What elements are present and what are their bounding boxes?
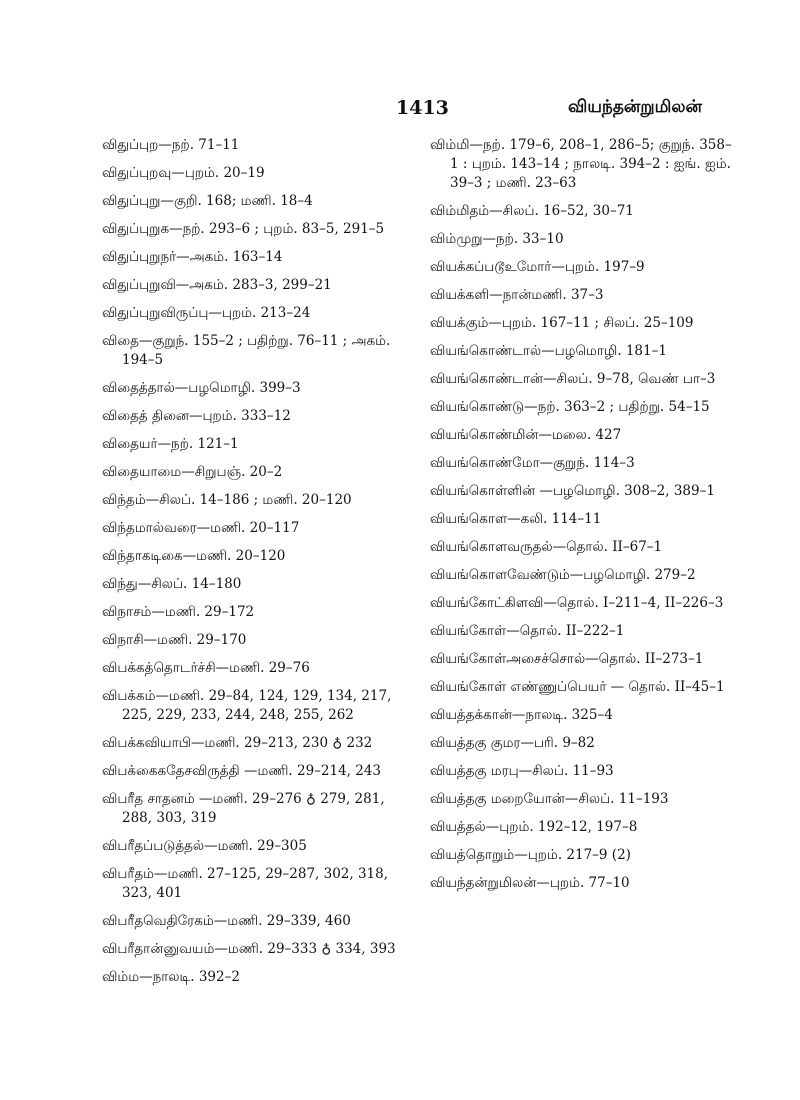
- index-entry: விபக்கவியாபி—மணி. 29–213, 230 ♁ 232: [102, 735, 373, 751]
- index-entry: வியங்கொள்ளின் —பழமொழி. 308–2, 389–1: [430, 483, 715, 499]
- index-entry: விபக்கைகதேசவிருத்தி —மணி. 29–214, 243: [102, 763, 382, 779]
- index-entry: விதை—குறுந். 155–2 ; பதிற்று. 76–11 ; அகம். 194–5: [102, 333, 391, 368]
- index-entry: விந்து—சிலப். 14–180: [102, 576, 242, 592]
- index-entry: விந்தாகடிகை—மணி. 20–120: [102, 548, 286, 564]
- index-entry: விபரீதவெதிரேகம்—மணி. 29–339, 460: [102, 913, 351, 929]
- index-entry: வியங்கொளவேண்டும்—பழமொழி. 279–2: [430, 567, 696, 583]
- index-entry: வியங்கோள் எண்ணுப்பெயர் — தொல். II–45–1: [430, 679, 725, 695]
- index-entry: விம்ம—நாலடி. 392–2: [102, 969, 240, 985]
- index-entry: வியக்களி—நான்மணி. 37–3: [430, 287, 604, 303]
- index-entry: விபக்கத்தொடர்ச்சி—மணி. 29–76: [102, 660, 310, 676]
- index-entry: விநாசி—மணி. 29–170: [102, 632, 247, 648]
- index-entry: விதுப்புற—நற். 71–11: [102, 137, 240, 153]
- index-entry: வியங்கொண்டால்—பழமொழி. 181–1: [430, 343, 667, 359]
- index-entry: விம்மிதம்—சிலப். 16–52, 30–71: [430, 203, 634, 219]
- index-entry: வியங்கோள்அசைச்சொல்—தொல். II–273–1: [430, 651, 704, 667]
- index-entry: விபரீத சாதனம் —மணி. 29–276 ♁ 279, 281, 288, 303, 319: [102, 791, 385, 826]
- index-entry: விந்தம்—சிலப். 14–186 ; மணி. 20–120: [102, 492, 352, 508]
- index-entry: வியத்தக்கான்—நாலடி. 325–4: [430, 707, 613, 723]
- index-entry: வியங்கொளவருதல்—தொல். II–67–1: [430, 539, 663, 555]
- index-entry: வியந்தன்றுமிலன்—புறம். 77–10: [430, 875, 630, 891]
- index-entry: வியத்தொறும்—புறம். 217–9 (2): [430, 847, 631, 863]
- index-entry: விதையாமை—சிறுபஞ். 20–2: [102, 464, 283, 480]
- index-entry: வியங்கொண்மின்—மலை. 427: [430, 427, 622, 443]
- index-entry: வியங்கோட்கிளவி—தொல். I–211–4, II–226–3: [430, 595, 724, 611]
- right-index-column: [430, 136, 733, 902]
- index-entry: விம்முறு—நற். 33–10: [430, 231, 564, 247]
- index-entry: வியங்கோள்—தொல். II–222–1: [430, 623, 625, 639]
- index-entry: வியத்தகு மறையோன்—சிலப். 11–193: [430, 791, 669, 807]
- index-entry: வியத்தகு மரபு—சிலப். 11–93: [430, 763, 614, 779]
- index-entry: வியங்கொண்டு—நற். 363–2 ; பதிற்று. 54–15: [430, 399, 710, 415]
- index-entry: விதைத்தால்—பழமொழி. 399–3: [102, 380, 301, 396]
- index-entry: விதுப்புறுவி—அகம். 283–3, 299–21: [102, 277, 332, 293]
- index-entry: விநாசம்—மணி. 29–172: [102, 604, 255, 620]
- index-entry: வியக்கும்—புறம். 167–11 ; சிலப். 25–109: [430, 315, 694, 331]
- left-index-column: [102, 136, 402, 996]
- index-entry: விதுப்புறவு—புறம். 20–19: [102, 165, 265, 181]
- index-entry: வியக்கப்படூஉமோர்—புறம். 197–9: [430, 259, 645, 275]
- running-head: வியந்தன்றுமிலன்: [568, 97, 702, 117]
- index-entry: வியத்தகு குமர—பரி. 9–82: [430, 735, 595, 751]
- index-entry: விபரீதப்படுத்தல்—மணி. 29–305: [102, 838, 307, 854]
- index-entry: விதுப்புறு—குறி. 168; மணி. 18–4: [102, 193, 313, 209]
- index-entry: விபரீதான்னுவயம்—மணி. 29–333 ♁ 334, 393: [102, 941, 396, 957]
- index-entry: விதுப்புறுக—நற். 293–6 ; புறம். 83–5, 291–5: [102, 221, 385, 237]
- index-entry: வியங்கொள—கலி. 114–11: [430, 511, 602, 527]
- index-entry: விதையர்—நற். 121–1: [102, 436, 239, 452]
- page-number: 1413: [396, 97, 449, 119]
- index-entry: விதுப்புறுவிருப்பு—புறம். 213–24: [102, 305, 311, 321]
- index-entry: விபரீதம்—மணி. 27–125, 29–287, 302, 318, 323, 401: [102, 866, 389, 901]
- index-entry: விபக்கம்—மணி. 29–84, 124, 129, 134, 217, 225, 229, 233, 244, 248, 255, 262: [102, 688, 392, 723]
- index-entry: வியத்தல்—புறம். 192–12, 197–8: [430, 819, 638, 835]
- index-entry: வியங்கொண்டான்—சிலப். 9–78, வெண் பா–3: [430, 371, 716, 387]
- index-entry: விம்மி—நற். 179–6, 208–1, 286–5; குறுந். 358–1 : புறம். 143–14 ; நாலடி. 394–2 : ஐங். ஐம். 39–3 ; மணி. 23–63: [430, 137, 732, 191]
- index-entry: விதுப்புறுநர்—அகம். 163–14: [102, 249, 283, 265]
- index-entry: விந்தமால்வரை—மணி. 20–117: [102, 520, 300, 536]
- index-entry: வியங்கொண்மோ—குறுந். 114–3: [430, 455, 635, 471]
- index-entry: விதைத் தினை—புறம். 333–12: [102, 408, 291, 424]
